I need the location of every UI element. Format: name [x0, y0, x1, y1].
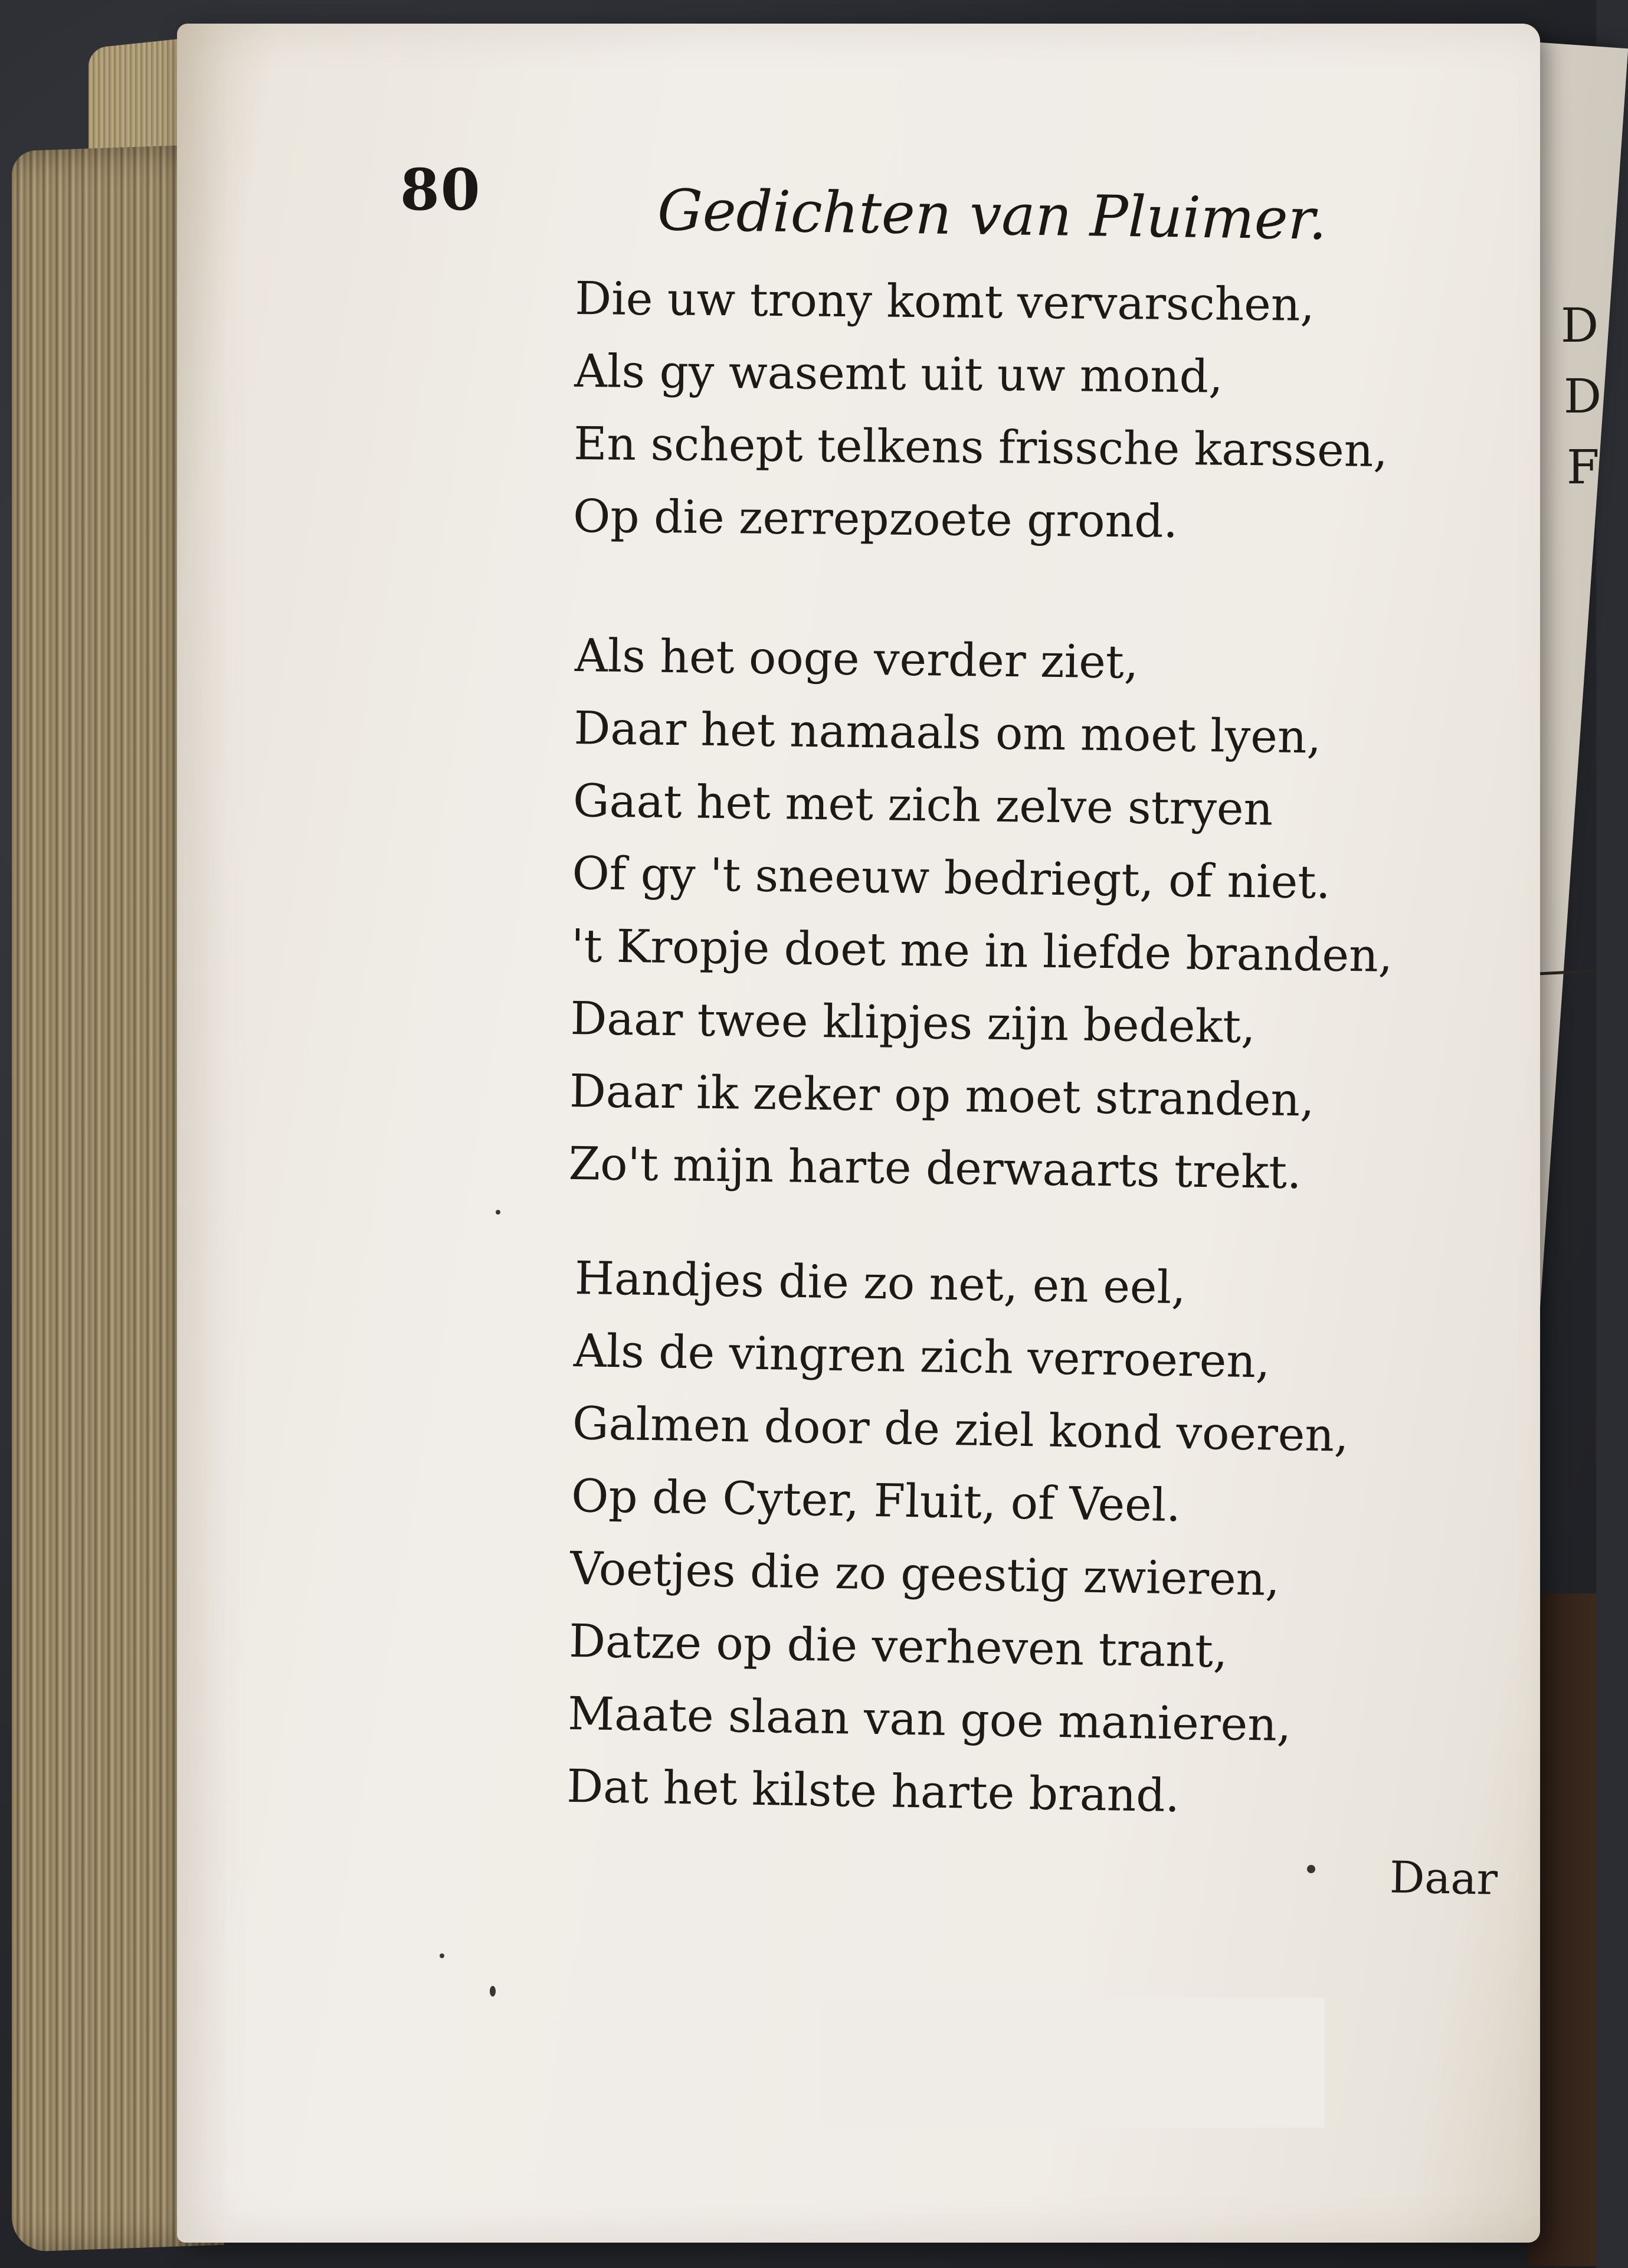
verse-line: Op die zerrepzoete grond. — [572, 490, 1178, 548]
ink-speck — [496, 1210, 500, 1215]
verse-line: Daar het namaals om moet lyen, — [574, 702, 1322, 764]
catchword: Daar — [1389, 1852, 1498, 1905]
running-head: Gedichten van Pluimer. — [657, 177, 1328, 253]
ink-speck — [490, 1986, 496, 1997]
verse-line: Galmen door de ziel kond voeren, — [572, 1397, 1349, 1462]
stanza — [566, 1242, 1401, 1836]
verse-line: 't Kropje doet me in liefde branden, — [571, 919, 1393, 983]
verse-line: Voetjes die zo geestig zwieren, — [569, 1542, 1280, 1606]
redaction-patch — [817, 1998, 1325, 2128]
verse-line: En schept telkens frissche karssen, — [573, 417, 1388, 478]
stanza — [568, 620, 1401, 1210]
verse-line: Datze op die verheven trant, — [568, 1615, 1229, 1678]
verse-line: Maate slaan van goe manieren, — [567, 1687, 1292, 1752]
verse-line: Op de Cyter, Fluit, of Veel. — [571, 1470, 1181, 1533]
verse-line: Daar twee klipjes zijn bedekt, — [570, 992, 1256, 1054]
verse-line: Als gy wasemt uit uw mond, — [574, 345, 1223, 404]
verse-line: Of gy 't sneeuw bedriegt, of niet. — [572, 847, 1331, 909]
verse-line: Die uw trony komt vervarschen, — [575, 272, 1315, 332]
facing-page-letter: D — [1564, 369, 1602, 424]
verse-line: Dat het kilste harte brand. — [566, 1760, 1180, 1823]
verse-line: Als het ooge verder ziet, — [574, 629, 1139, 689]
facing-page-letter: F — [1567, 440, 1600, 495]
ink-speck — [440, 1953, 444, 1958]
verse-line: Zo't mijn harte derwaarts trekt. — [568, 1137, 1302, 1200]
verse-line: Daar ik zeker op moet stranden, — [569, 1065, 1315, 1127]
page-number: 80 — [400, 156, 481, 223]
stanza — [573, 263, 1401, 560]
verse-line: Als de vingren zich verroeren, — [573, 1324, 1271, 1389]
facing-page-letter: D — [1561, 298, 1599, 353]
verse-line: Handjes die zo net, en eel, — [574, 1252, 1187, 1315]
verse-line: Gaat het met zich zelve stryen — [572, 774, 1273, 836]
ink-speck — [1307, 1865, 1315, 1873]
